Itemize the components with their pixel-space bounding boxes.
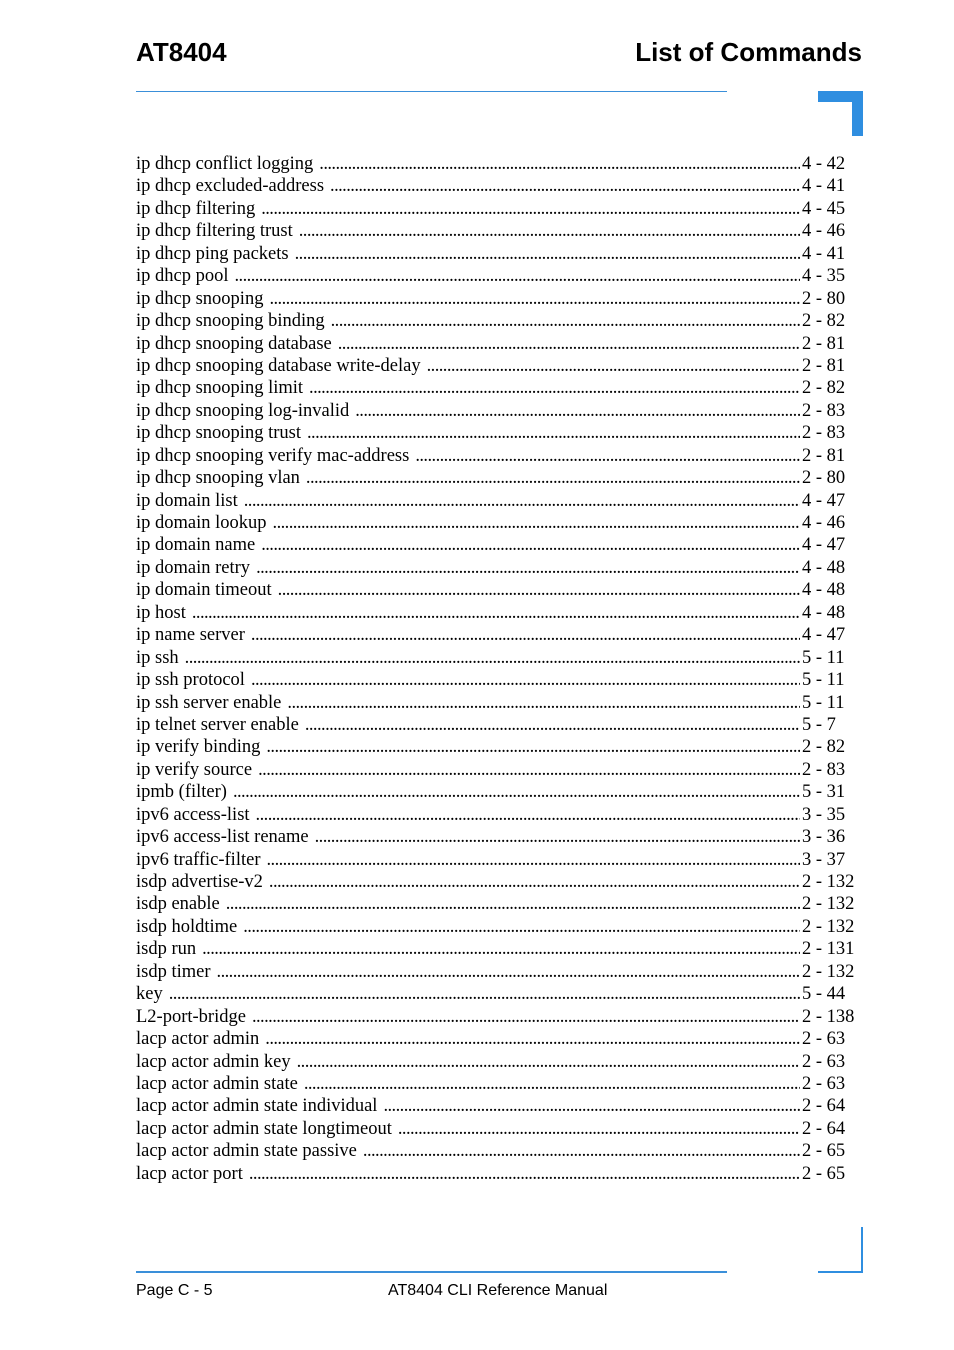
index-entry-command: ipv6 traffic-filter <box>136 849 261 870</box>
page-number: Page C - 5 <box>136 1282 213 1299</box>
index-entry <box>136 220 860 242</box>
header-rule <box>136 91 727 92</box>
index-entry-page: 4 - 48 <box>802 602 846 623</box>
index-entry <box>136 871 860 893</box>
index-entry <box>136 490 860 512</box>
dot-leader <box>299 220 800 242</box>
dot-leader <box>265 1028 800 1050</box>
dot-leader <box>169 983 800 1005</box>
dot-leader <box>185 647 800 669</box>
index-entry-command: ip domain lookup <box>136 513 267 533</box>
dot-leader <box>355 400 800 422</box>
dot-leader <box>244 490 800 512</box>
index-entry-command: ip domain timeout <box>136 580 272 601</box>
index-entry-command: ip host <box>136 602 186 623</box>
index-entry-command: isdp advertise-v2 <box>136 872 263 892</box>
dot-leader <box>297 1051 800 1073</box>
dot-leader <box>383 1095 800 1117</box>
index-entry-command: ip verify binding <box>136 737 261 758</box>
index-entry-command: ip dhcp snooping vlan <box>136 468 300 489</box>
index-entry <box>136 647 860 669</box>
index-entry-page: 2 - 63 <box>802 1073 846 1094</box>
index-entry-command: ip dhcp snooping log-invalid <box>136 400 350 421</box>
index-entry-page: 4 - 48 <box>802 580 846 601</box>
index-entry-command: isdp enable <box>136 894 220 915</box>
index-entry-command: ip dhcp ping packets <box>136 243 289 264</box>
index-entry <box>136 355 860 377</box>
index-entry <box>136 310 860 332</box>
dot-leader <box>363 1140 800 1162</box>
index-entry-page: 4 - 45 <box>802 198 846 219</box>
dot-leader <box>331 310 800 332</box>
dot-leader <box>319 153 800 175</box>
index-entry-page: 5 - 11 <box>802 692 845 713</box>
dot-leader <box>233 781 800 803</box>
index-entry <box>136 961 860 983</box>
index-entry-page: 2 - 132 <box>802 894 855 915</box>
index-entry-page: 4 - 35 <box>802 266 846 287</box>
dot-leader <box>305 714 800 736</box>
dot-leader <box>309 377 800 399</box>
dot-leader <box>269 871 800 893</box>
command-index-list <box>136 153 860 1185</box>
index-entry-page: 2 - 82 <box>802 311 846 332</box>
dot-leader <box>287 692 800 714</box>
index-entry <box>136 400 860 422</box>
section-title: List of Commands <box>635 37 862 67</box>
index-entry-page: 2 - 81 <box>802 355 846 376</box>
dot-leader <box>273 512 800 534</box>
dot-leader <box>261 198 800 220</box>
index-entry-page: 4 - 42 <box>802 154 846 174</box>
index-entry-command: lacp actor admin state passive <box>136 1141 357 1162</box>
index-entry-page: 2 - 80 <box>802 468 846 489</box>
index-entry <box>136 624 860 646</box>
index-entry <box>136 422 860 444</box>
index-entry-page: 4 - 41 <box>802 243 846 264</box>
index-entry-page: 4 - 47 <box>802 490 846 511</box>
index-entry-page: 2 - 138 <box>802 1006 855 1027</box>
manual-title: AT8404 CLI Reference Manual <box>388 1282 608 1299</box>
dot-leader <box>192 602 800 624</box>
index-entry-page: 2 - 83 <box>802 400 846 421</box>
index-entry <box>136 198 860 220</box>
index-entry-page: 2 - 83 <box>802 759 846 780</box>
footer-rule <box>136 1271 727 1273</box>
index-entry-page: 5 - 31 <box>802 782 846 803</box>
index-entry-command: ip dhcp pool <box>136 266 229 287</box>
dot-leader <box>249 1163 800 1185</box>
index-entry <box>136 1028 860 1050</box>
index-entry-page: 3 - 37 <box>802 849 846 870</box>
index-entry-command: ip telnet server enable <box>136 714 299 735</box>
index-entry <box>136 153 860 175</box>
dot-leader <box>252 1006 800 1028</box>
index-entry-page: 4 - 41 <box>802 176 846 197</box>
index-entry <box>136 265 860 287</box>
index-entry-command: lacp actor port <box>136 1163 243 1184</box>
dot-leader <box>251 669 800 691</box>
index-entry <box>136 1095 860 1117</box>
index-entry-page: 2 - 65 <box>802 1141 846 1162</box>
index-entry-command: lacp actor admin <box>136 1029 260 1050</box>
index-entry <box>136 377 860 399</box>
index-entry-command: ip domain retry <box>136 557 251 578</box>
index-entry-page: 5 - 11 <box>802 647 845 668</box>
index-entry-page: 4 - 46 <box>802 513 846 533</box>
index-entry-page: 4 - 47 <box>802 625 846 646</box>
index-entry-page: 2 - 83 <box>802 423 846 444</box>
index-entry-command: ip dhcp excluded-address <box>136 176 325 197</box>
index-entry-command: ip ssh protocol <box>136 670 245 691</box>
index-entry-page: 2 - 65 <box>802 1163 846 1184</box>
index-entry-command: ip dhcp snooping verify mac-address <box>136 445 410 466</box>
index-entry-page: 2 - 81 <box>802 333 846 354</box>
dot-leader <box>338 333 800 355</box>
dot-leader <box>226 893 800 915</box>
index-entry-command: isdp holdtime <box>136 916 238 937</box>
index-entry <box>136 759 860 781</box>
index-entry-command: ipmb (filter) <box>136 782 227 803</box>
footer-corner-mark <box>818 1227 863 1273</box>
index-entry <box>136 1118 860 1140</box>
index-entry-command: ip dhcp filtering <box>136 198 256 219</box>
index-entry-page: 2 - 132 <box>802 916 855 937</box>
index-entry <box>136 781 860 803</box>
dot-leader <box>278 579 800 601</box>
index-entry-command: ip name server <box>136 625 245 646</box>
dot-leader <box>307 422 800 444</box>
index-entry-page: 3 - 35 <box>802 804 846 825</box>
index-entry-command: ip verify source <box>136 759 253 780</box>
dot-leader <box>217 961 800 983</box>
index-entry <box>136 1051 860 1073</box>
index-entry-page: 2 - 63 <box>802 1051 846 1072</box>
index-entry <box>136 175 860 197</box>
index-entry <box>136 669 860 691</box>
index-entry <box>136 557 860 579</box>
index-entry-page: 2 - 81 <box>802 445 846 466</box>
index-entry-page: 2 - 64 <box>802 1118 846 1139</box>
dot-leader <box>266 736 800 758</box>
index-entry-command: ip dhcp snooping database write-delay <box>136 355 421 376</box>
index-entry-page: 4 - 46 <box>802 221 846 242</box>
dot-leader <box>235 265 801 287</box>
index-entry-command: isdp timer <box>136 961 211 982</box>
index-entry-page: 2 - 131 <box>802 939 855 960</box>
index-entry-command: lacp actor admin state individual <box>136 1096 378 1117</box>
index-entry-command: isdp run <box>136 939 197 960</box>
index-entry-page: 3 - 36 <box>802 827 846 848</box>
index-entry <box>136 826 860 848</box>
dot-leader <box>202 938 800 960</box>
index-entry-page: 2 - 80 <box>802 288 846 309</box>
index-entry <box>136 1163 860 1185</box>
index-entry-command: lacp actor admin state <box>136 1073 298 1094</box>
index-entry-page: 2 - 64 <box>802 1096 846 1117</box>
index-entry <box>136 916 860 938</box>
index-entry-page: 5 - 11 <box>802 670 845 691</box>
index-entry-command: ip dhcp snooping <box>136 288 264 309</box>
index-entry <box>136 512 860 534</box>
index-entry <box>136 692 860 714</box>
index-entry-command: lacp actor admin state longtimeout <box>136 1118 392 1139</box>
index-entry-command: ip dhcp filtering trust <box>136 221 293 242</box>
index-entry-command: ip dhcp snooping trust <box>136 423 301 444</box>
index-entry-command: ipv6 access-list <box>136 804 250 825</box>
index-entry-command: ip dhcp snooping binding <box>136 311 325 332</box>
index-entry-command: ip dhcp snooping database <box>136 333 332 354</box>
index-entry <box>136 1006 860 1028</box>
index-entry-page: 2 - 132 <box>802 872 855 892</box>
index-entry-command: key <box>136 984 163 1005</box>
dot-leader <box>398 1118 800 1140</box>
index-entry-page: 2 - 82 <box>802 737 846 758</box>
index-entry <box>136 849 860 871</box>
index-entry-command: ip ssh server enable <box>136 692 282 713</box>
index-entry <box>136 288 860 310</box>
index-entry-page: 2 - 132 <box>802 961 855 982</box>
index-entry-command: ip dhcp snooping limit <box>136 378 304 399</box>
dot-leader <box>269 288 800 310</box>
index-entry-command: ip domain list <box>136 490 238 511</box>
index-entry <box>136 579 860 601</box>
dot-leader <box>427 355 800 377</box>
header-corner-mark <box>818 91 863 136</box>
dot-leader <box>330 175 800 197</box>
index-entry-page: 2 - 63 <box>802 1029 846 1050</box>
index-entry-command: L2-port-bridge <box>136 1006 246 1027</box>
dot-leader <box>266 849 800 871</box>
dot-leader <box>295 243 800 265</box>
dot-leader <box>258 759 800 781</box>
dot-leader <box>256 804 800 826</box>
index-entry <box>136 1140 860 1162</box>
index-entry-page: 5 - 7 <box>802 714 836 735</box>
index-entry-page: 2 - 82 <box>802 378 846 399</box>
index-entry <box>136 893 860 915</box>
index-entry-command: lacp actor admin key <box>136 1051 291 1072</box>
index-entry <box>136 243 860 265</box>
index-entry <box>136 736 860 758</box>
dot-leader <box>243 916 800 938</box>
index-entry <box>136 938 860 960</box>
index-entry <box>136 534 860 556</box>
document-title: AT8404 <box>136 37 227 67</box>
index-entry-page: 5 - 44 <box>802 984 846 1005</box>
index-entry <box>136 714 860 736</box>
index-entry-page: 4 - 47 <box>802 535 846 556</box>
index-entry <box>136 1073 860 1095</box>
index-entry-command: ip domain name <box>136 535 256 556</box>
dot-leader <box>415 445 800 467</box>
index-entry <box>136 467 860 489</box>
index-entry-page: 4 - 48 <box>802 557 846 578</box>
dot-leader <box>251 624 800 646</box>
dot-leader <box>261 534 800 556</box>
index-entry <box>136 333 860 355</box>
index-entry <box>136 983 860 1005</box>
index-entry-command: ip ssh <box>136 647 179 668</box>
dot-leader <box>304 1073 800 1095</box>
index-entry-command: ipv6 access-list rename <box>136 827 309 848</box>
dot-leader <box>306 467 800 489</box>
index-entry-command: ip dhcp conflict logging <box>136 154 314 174</box>
dot-leader <box>315 826 800 848</box>
index-entry <box>136 804 860 826</box>
index-entry <box>136 602 860 624</box>
index-entry <box>136 445 860 467</box>
dot-leader <box>256 557 800 579</box>
